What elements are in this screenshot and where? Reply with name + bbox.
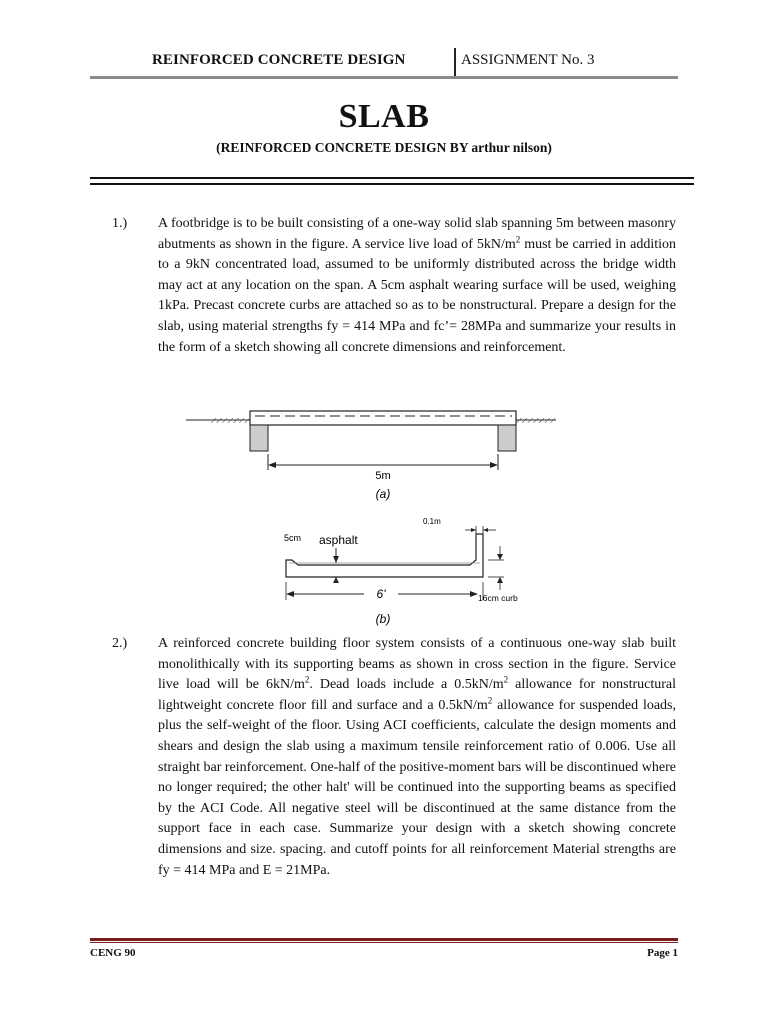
header-course-title: REINFORCED CONCRETE DESIGN [152,52,406,68]
page-subtitle: (REINFORCED CONCRETE DESIGN BY arthur nilson) [216,140,552,155]
figure-b-curb-label: 16cm curb [478,593,518,603]
page-title: SLAB [338,98,430,135]
header-assignment: ASSIGNMENT No. 3 [461,52,595,68]
figure-b-asphalt-thickness: 5cm [284,533,302,543]
figure-b-asphalt-label: asphalt [319,533,358,547]
figure-b-curb-width: 0.1m [423,517,441,526]
question-1-text: A footbridge is to be built consisting of a one-way solid slab spanning 5m between masonry abutments as shown in the figure. A service live load of $5kN/m^2$ must be carried in addition to a 9kN concentrated load, assumed to be uniformly distributed across the bridge width may act at any location on the span. A 5cm asphalt wearing surface will be used, weighing 1kPa. Precast concrete curbs are attached so as to be nonstructural. Prepare a design for the slab, using material strengths fy = 414 MPa and fc’= 28MPa and summarize your results in the form of a sketch showing all concrete dimensions and reinforcement. [158,216,676,355]
figure-b-cross-section [284,517,518,626]
footer-rule-thin [90,942,678,943]
figure-a-caption: (a) [375,487,391,501]
question-2-number: 2.) [112,636,128,651]
footer-page-number: Page 1 [647,947,678,959]
footer-rule-thick [90,938,678,941]
figure-b-caption: (b) [375,612,391,626]
figure-a-span-label: 5m [375,470,391,482]
footer-course-code: CENG 90 [90,947,136,959]
figure-a-elevation [186,411,556,501]
question-2-text: A reinforced concrete building floor system consists of a continuous one-way slab built monolithically with its supporting beams as shown in cross section in the figure. Service live load will be $6kN/m^2$. Dead loads include a $0.5kN/m^2$ allowance for nonstructural lightweight concrete floor fill and surface and a $0.5kN/m^2$ allowance for suspended loads, plus the self-weight of the floor. Using ACI coefficients, calculate the design moments and shears and design the slab using a maximum tensile reinforcement ratio of 0.006. Use all straight bar reinforcement. One-half of the positive-moment bars will be discontinued where no longer required; the other halt' will be continued into the supporting beams as specified by the ACI Code. All negative steel will be discontinued at the same distance from the support face in each case. Summarize your design with a sketch showing concrete dimensions and size. spacing. and cutoff points for all reinforcement Material strengths are fy = 414 MPa and E = 21MPa. [158,636,677,878]
figure-b-width-label: 6' [376,587,386,601]
question-1-number: 1.) [112,216,128,231]
